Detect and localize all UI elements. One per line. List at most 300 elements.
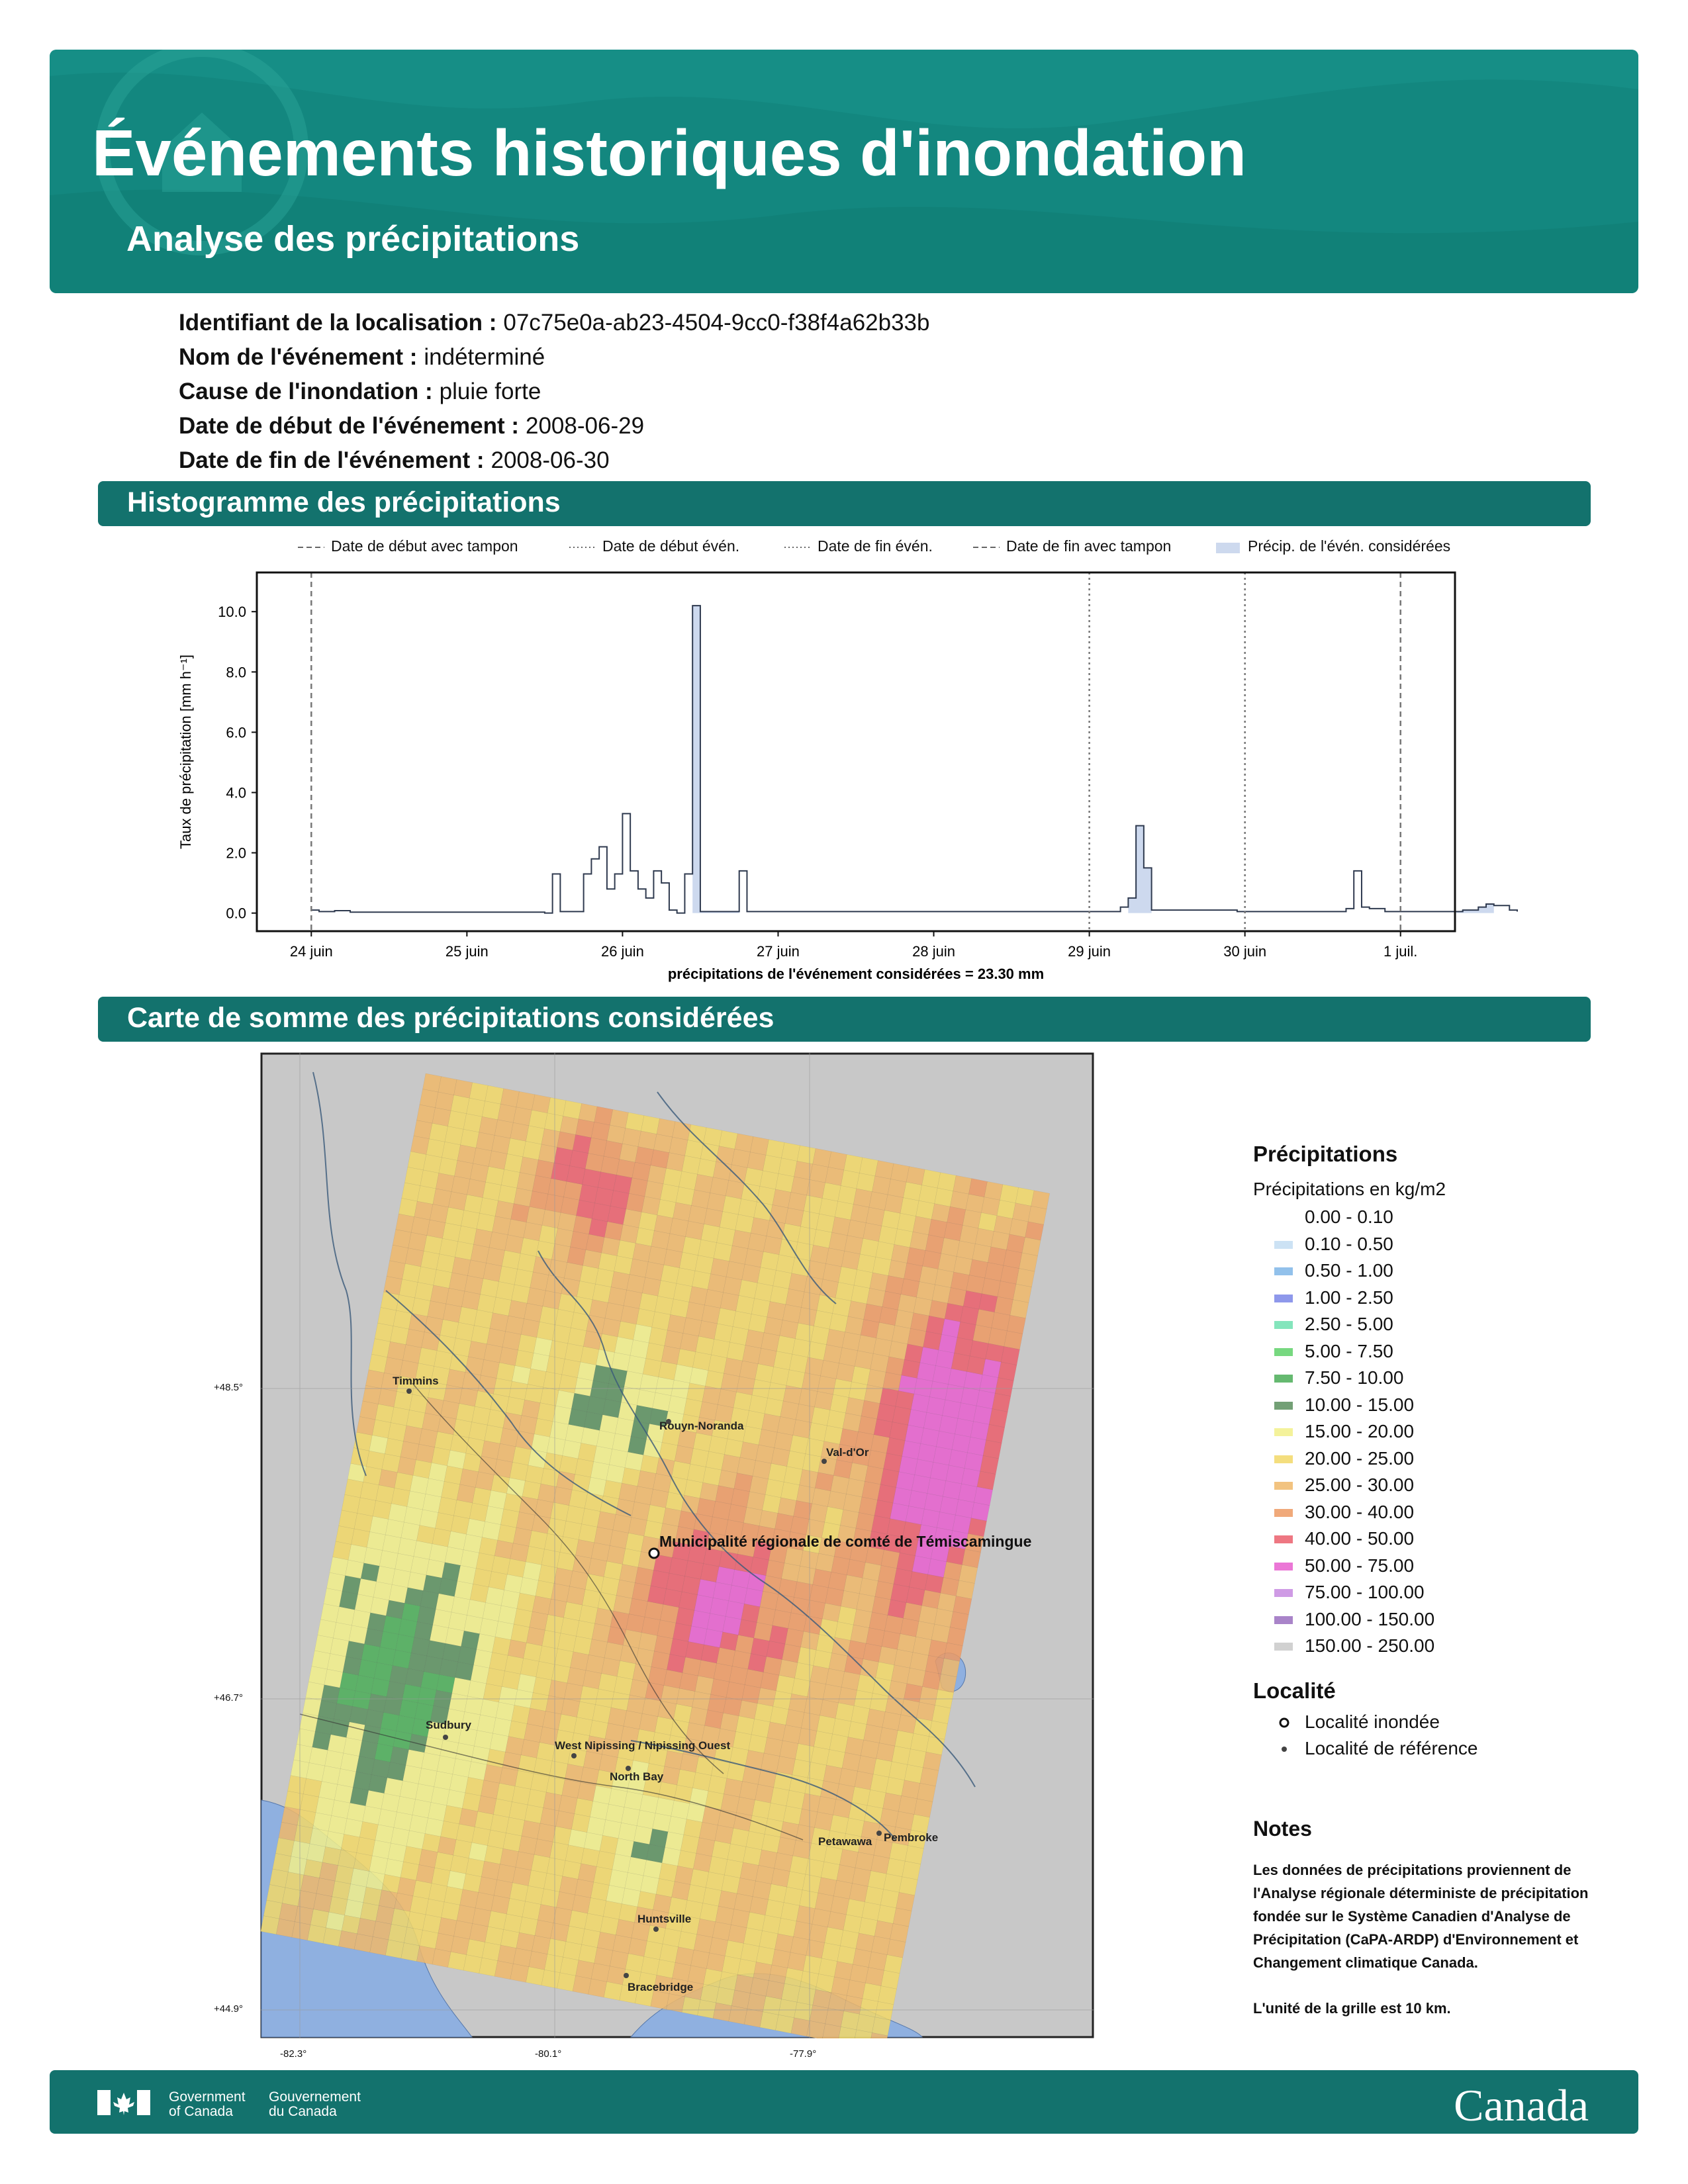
grid-cell [292, 1922, 310, 1940]
grid-cell [643, 1359, 661, 1377]
grid-cell [442, 1902, 460, 1921]
place-label-westnip: West Nipissing / Nipissing Ouest [555, 1739, 731, 1752]
grid-cell [610, 1530, 628, 1549]
grid-cell [839, 1347, 858, 1366]
grid-cell [291, 1841, 310, 1859]
grid-cell [500, 1848, 518, 1867]
grid-cell [906, 1587, 925, 1606]
grid-cell [759, 1510, 778, 1529]
grid-cell [923, 1752, 941, 1770]
grid-cell [804, 1276, 823, 1295]
info-label: Cause de l'inondation : [179, 379, 433, 404]
grid-cell [932, 1706, 951, 1724]
grid-cell [448, 1612, 467, 1631]
grid-cell [777, 1417, 796, 1435]
info-label: Date de fin de l'événement : [179, 447, 485, 473]
grid-cell [592, 1623, 610, 1642]
legend-event-start [569, 537, 739, 555]
grid-cell [915, 1459, 933, 1478]
grid-cell [380, 1631, 399, 1650]
grid-cell [859, 1999, 878, 2017]
grid-cell [612, 1353, 630, 1371]
grid-cell [729, 1666, 748, 1685]
grid-cell [672, 1882, 690, 1900]
grid-cell [883, 1793, 902, 1811]
legend-label: 15.00 - 20.00 [1305, 1421, 1415, 1441]
grid-cell [432, 1528, 451, 1547]
grid-cell [649, 1829, 668, 1847]
grid-cell [357, 1837, 375, 1856]
grid-cell [563, 1440, 581, 1459]
grid-cell [557, 1132, 576, 1150]
grid-cell [773, 1270, 792, 1289]
grid-cell [982, 1278, 1000, 1297]
grid-cell [904, 1344, 923, 1363]
grid-cell [750, 1897, 769, 1915]
considered-precip-area [1128, 826, 1151, 913]
grid-cell [519, 1416, 538, 1434]
grid-cell [399, 1619, 417, 1637]
grid-cell [737, 1959, 756, 1978]
grid-cell [597, 1512, 616, 1530]
grid-cell [728, 1504, 747, 1523]
legend-label: 7.50 - 10.00 [1305, 1367, 1404, 1388]
grid-cell [487, 1668, 505, 1686]
grid-cell [394, 1391, 412, 1410]
grid-cell [748, 1654, 767, 1672]
grid-cell [872, 2017, 890, 2036]
grid-cell [489, 1232, 508, 1250]
grid-cell [386, 1600, 404, 1619]
grid-cell [638, 1131, 657, 1150]
grid-cell [389, 1504, 407, 1522]
grid-cell [698, 1240, 717, 1258]
grid-cell [764, 1738, 782, 1756]
grid-cell [727, 1342, 745, 1361]
grid-cell [351, 1868, 369, 1887]
grid-cell [808, 1762, 826, 1781]
legend-label: 25.00 - 30.00 [1305, 1475, 1415, 1495]
grid-cell [921, 1509, 940, 1527]
grid-cell [771, 1788, 789, 1806]
map-ytick: +46.7° [214, 1692, 243, 1704]
grid-cell [525, 1385, 543, 1403]
grid-cell [763, 1155, 781, 1173]
grid-cell [454, 1921, 473, 1939]
grid-cell [804, 1616, 822, 1635]
grid-cell [776, 1255, 794, 1273]
grid-cell [502, 1752, 521, 1770]
grid-cell [551, 1163, 569, 1181]
grid-cell [630, 1680, 648, 1698]
grid-cell [800, 1890, 818, 1909]
grid-cell [471, 1244, 489, 1263]
grid-cell [411, 1637, 430, 1656]
info-value: 2008-06-30 [491, 447, 610, 473]
grid-cell [476, 1132, 494, 1151]
grid-cell [663, 1929, 681, 1947]
grid-cell [689, 1707, 708, 1725]
grid-cell [451, 1176, 470, 1195]
grid-cell [310, 1909, 329, 1928]
info-row-event-name [179, 340, 930, 375]
grid-cell [809, 1924, 827, 1942]
grid-cell [716, 1987, 735, 2006]
grid-cell [799, 1809, 818, 1827]
grid-cell [608, 1206, 626, 1224]
grid-cell [408, 1152, 426, 1170]
grid-cell [714, 1243, 732, 1261]
grid-cell [344, 1819, 363, 1837]
grid-cell [639, 1212, 657, 1230]
grid-cell [686, 1723, 704, 1741]
grid-cell [868, 1871, 886, 1889]
grid-cell [755, 1283, 773, 1301]
grid-cell [981, 1197, 1000, 1216]
grid-cell [729, 1246, 748, 1264]
place-marker [876, 1831, 882, 1836]
grid-cell [613, 1514, 632, 1533]
grid-cell [701, 1224, 720, 1243]
grid-cell [1016, 1269, 1035, 1287]
grid-cell [992, 1393, 1011, 1412]
grid-cell [715, 1825, 733, 1844]
grid-cell [677, 1268, 695, 1287]
grid-cell [835, 1622, 853, 1641]
grid-cell [493, 1718, 512, 1737]
grid-cell [685, 1140, 704, 1159]
grid-cell [729, 2006, 747, 2025]
grid-cell [950, 1191, 968, 1210]
grid-cell [298, 1891, 316, 1909]
grid-cell [923, 1250, 941, 1269]
grid-cell [857, 1594, 875, 1612]
grid-cell [334, 1784, 353, 1803]
grid-cell [663, 1589, 682, 1608]
grid-cell [521, 1739, 539, 1758]
grid-cell [576, 1119, 594, 1138]
grid-cell [845, 1236, 863, 1254]
grid-cell [591, 1543, 610, 1561]
grid-cell [456, 1824, 475, 1843]
grid-cell [288, 1776, 306, 1794]
grid-cell [367, 1613, 386, 1631]
grid-cell [712, 1760, 730, 1778]
grid-cell [387, 1762, 406, 1781]
grid-cell [840, 1429, 859, 1447]
grid-cell [893, 1488, 912, 1506]
grid-cell [895, 1731, 914, 1749]
grid-cell [924, 1494, 943, 1512]
grid-cell [364, 1547, 383, 1566]
grid-cell [622, 1888, 640, 1907]
grid-cell [394, 1812, 412, 1831]
grid-cell [784, 1968, 803, 1987]
grid-cell [540, 1808, 559, 1827]
grid-cell [576, 1539, 594, 1558]
grid-cell [611, 1271, 630, 1290]
footer [50, 2070, 1638, 2134]
grid-cell [754, 1622, 773, 1641]
grid-cell [614, 1676, 633, 1695]
grid-cell [573, 1976, 591, 1994]
grid-cell [422, 1752, 440, 1771]
grid-cell [439, 1158, 457, 1176]
grid-cell [476, 1553, 494, 1571]
grid-cell [816, 1974, 834, 1993]
grid-cell [570, 1150, 588, 1169]
grid-cell [778, 1918, 796, 1936]
grid-cell [616, 1499, 634, 1518]
legend-title: Précipitations [1253, 1142, 1398, 1166]
grid-cell [436, 1092, 454, 1111]
grid-cell [496, 1363, 515, 1381]
grid-cell [904, 1182, 922, 1201]
grid-cell [352, 1691, 371, 1709]
grid-cell [504, 1574, 523, 1593]
grid-cell [639, 1293, 658, 1312]
grid-cell [585, 1574, 604, 1592]
grid-cell [898, 1796, 917, 1814]
grid-cell [902, 1780, 920, 1799]
grid-cell [561, 1197, 579, 1216]
grid-cell [406, 1410, 425, 1429]
grid-cell [333, 1622, 352, 1641]
grid-cell [907, 1668, 925, 1686]
grid-cell [616, 1160, 635, 1178]
grid-cell [723, 1196, 741, 1214]
grid-cell [747, 1492, 765, 1510]
grid-cell [688, 1626, 707, 1645]
grid-cell [591, 1122, 610, 1140]
grid-cell [782, 1304, 801, 1323]
grid-cell [635, 1147, 653, 1165]
grid-cell [464, 1195, 483, 1213]
grid-cell [853, 1949, 871, 1968]
grid-cell [896, 1892, 915, 1911]
grid-cell [635, 1567, 653, 1586]
grid-cell [410, 1394, 428, 1413]
grid-cell [947, 1627, 966, 1646]
grid-cell [901, 1279, 919, 1297]
grid-cell [426, 1479, 444, 1497]
grid-cell [830, 1394, 849, 1413]
legend-class [1253, 1285, 1478, 1312]
grid-cell [910, 1653, 929, 1671]
grid-cell [414, 1622, 433, 1641]
grid-cell [541, 1128, 560, 1147]
grid-cell [729, 1585, 747, 1604]
grid-cell [405, 1248, 424, 1267]
x-tick-label: 27 juin [757, 943, 800, 960]
grid-cell [782, 1142, 800, 1161]
grid-cell [483, 1182, 501, 1201]
grid-cell [841, 1672, 860, 1690]
grid-cell [888, 1260, 907, 1279]
grid-cell [507, 1138, 526, 1157]
grid-cell [905, 1425, 923, 1443]
grid-cell [764, 1317, 782, 1336]
grid-cell [669, 1477, 687, 1495]
grid-cell [822, 1603, 841, 1621]
grid-cell [708, 1694, 726, 1713]
grid-cell [612, 1433, 631, 1452]
grid-cell [859, 1917, 878, 1936]
grid-cell [413, 1880, 432, 1899]
grid-cell [414, 1120, 432, 1139]
grid-cell [603, 1901, 622, 1919]
grid-cell [463, 1955, 482, 1974]
grid-cell [565, 1845, 584, 1864]
precip-rate-series [311, 606, 1517, 913]
grid-cell [464, 1615, 483, 1634]
grid-cell [941, 1577, 959, 1596]
grid-cell [556, 1390, 575, 1409]
grid-cell [551, 1584, 569, 1602]
grid-cell [374, 1662, 393, 1681]
grid-cell [853, 1610, 872, 1628]
grid-cell [904, 1684, 922, 1702]
grid-cell [340, 1591, 358, 1610]
page-subtitle: Analyse des précipitations [126, 219, 580, 259]
grid-cell [554, 1568, 573, 1586]
grid-cell [628, 1355, 646, 1374]
info-value: pluie forte [439, 379, 541, 404]
grid-cell [750, 1978, 769, 1996]
grid-cell [618, 1402, 637, 1421]
grid-cell [964, 1372, 982, 1390]
grid-cell [912, 1475, 930, 1493]
grid-cell [737, 1878, 755, 1897]
grid-cell [614, 1256, 633, 1275]
grid-cell [708, 1274, 726, 1293]
grid-cell [500, 1768, 518, 1786]
grid-cell [806, 1859, 824, 1878]
grid-cell [471, 1665, 489, 1684]
grid-cell [912, 1556, 931, 1574]
canada-flag-icon [97, 2090, 150, 2115]
x-tick-label: 28 juin [912, 943, 955, 960]
grid-cell [833, 1719, 851, 1737]
grid-cell [297, 1729, 315, 1747]
grid-cell [604, 1561, 622, 1580]
legend-dashed-line-icon [973, 544, 1000, 551]
grid-cell [761, 1251, 779, 1270]
grid-cell [389, 1924, 407, 1942]
grid-cell [580, 1686, 598, 1705]
grid-cell [771, 1868, 790, 1887]
legend-swatch [1274, 1348, 1293, 1356]
grid-cell [481, 1279, 499, 1297]
grid-cell [766, 1140, 784, 1158]
grid-cell [449, 1774, 468, 1793]
grid-cell [886, 1437, 905, 1456]
grid-cell [892, 1746, 910, 1764]
grid-cell [342, 1915, 360, 1934]
y-axis-label: Taux de précipitation [mm h⁻¹] [177, 654, 194, 850]
grid-cell [530, 1191, 548, 1210]
grid-cell [859, 1416, 877, 1435]
grid-cell [977, 1471, 996, 1490]
grid-cell [686, 1641, 704, 1660]
grid-cell [873, 1758, 892, 1777]
grid-cell [526, 1967, 544, 1985]
grid-cell [899, 1456, 917, 1475]
grid-cell [829, 1734, 848, 1752]
grid-cell [970, 1340, 988, 1359]
grid-cell [496, 1783, 515, 1801]
grid-cell [347, 1803, 365, 1821]
grid-cell [371, 1678, 390, 1697]
grid-cell [520, 1577, 538, 1596]
grid-cell [969, 1259, 988, 1278]
grid-cell [801, 1292, 820, 1310]
grid-cell [429, 1884, 447, 1902]
grid-cell [838, 1606, 857, 1625]
grid-cell [700, 1482, 718, 1501]
grid-cell [659, 1361, 677, 1380]
grid-cell [729, 1165, 747, 1183]
grid-cell [554, 1148, 573, 1166]
grid-cell [580, 1265, 598, 1284]
grid-cell [467, 1260, 486, 1279]
notes-title: Notes [1253, 1817, 1312, 1841]
flooded-place-marker [649, 1549, 659, 1558]
grid-cell [882, 1291, 901, 1310]
grid-cell [467, 1098, 485, 1116]
grid-cell [518, 1334, 537, 1353]
grid-cell [564, 1181, 583, 1200]
grid-cell [324, 1588, 342, 1607]
grid-cell [444, 1466, 463, 1484]
grid-cell [959, 1565, 978, 1583]
grid-cell [703, 1467, 722, 1486]
grid-cell [796, 1485, 815, 1504]
grid-cell [872, 1596, 890, 1615]
grid-cell [788, 1613, 807, 1631]
grid-cell [525, 1805, 543, 1823]
grid-cell [474, 1649, 492, 1668]
grid-cell [774, 1351, 792, 1370]
grid-cell [596, 1851, 615, 1870]
grid-cell [720, 1293, 739, 1311]
grid-cell [776, 1675, 794, 1694]
grid-cell [690, 1869, 709, 1888]
grid-cell [513, 1527, 532, 1546]
grid-cell [565, 1343, 583, 1362]
grid-cell [598, 1592, 616, 1611]
grid-cell [884, 1615, 903, 1634]
grid-cell [745, 1330, 764, 1348]
grid-cell [767, 1641, 785, 1660]
grid-cell [803, 1956, 821, 1974]
grid-cell [585, 1913, 603, 1932]
grid-cell [653, 1474, 672, 1492]
legend-label: Localité inondée [1305, 1711, 1440, 1732]
grid-cell [718, 1891, 737, 1909]
grid-cell [519, 1917, 538, 1936]
grid-cell [369, 1775, 387, 1794]
grid-cell [633, 1244, 651, 1262]
grid-cell [832, 1217, 851, 1236]
gov-en [169, 2090, 246, 2119]
grid-cell [397, 1295, 415, 1314]
grid-cell [823, 1345, 842, 1363]
grid-cell [723, 1616, 741, 1635]
grid-cell [334, 1704, 352, 1722]
grid-cell [859, 1158, 878, 1176]
grid-cell [348, 1463, 366, 1482]
